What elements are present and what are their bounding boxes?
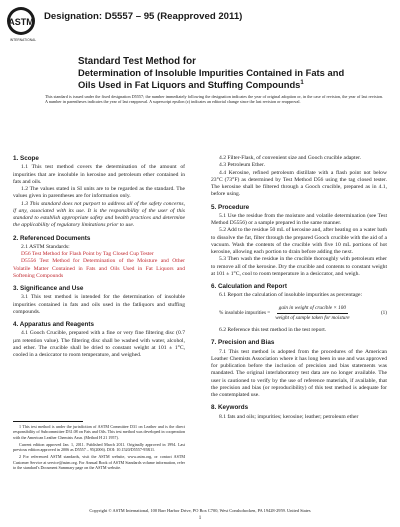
paragraph: 1.2 The values stated in SI units are to be regarded as the standard. The values given in parentheses are for information only. bbox=[13, 186, 185, 200]
paragraph: 4.1 Gooch Crucible, prepared with a fine or very fine filtering disc (0.7 µm retention value). The filtering disc shall be washed with water, alcohol, and ether. The crucible shall be dried to constant weight at 101 ± 1°C, cooled in a desiccator to room temperature, and weighed. bbox=[13, 330, 185, 358]
footnote-divider bbox=[13, 421, 83, 422]
equation-fraction bbox=[273, 305, 351, 323]
standard-title bbox=[78, 56, 378, 91]
section-heading: 8. Keywords bbox=[211, 404, 249, 412]
title-footnote-mark: 1 bbox=[300, 80, 304, 87]
section-heading: 3. Significance and Use bbox=[13, 285, 84, 292]
paragraph: 5.3 Then wash the residue in the crucible thoroughly with petroleum ether to remove all of the kerosine. Dry the crucible and contents to constant weight at 101 ± 1°C, cool to room temperature in a desiccator, and weigh. bbox=[211, 256, 387, 277]
paragraph: 1.1 This test method covers the determination of the amount of impurities that are insoluble in kerosine and petroleum ether contained in fats and oils. bbox=[13, 164, 185, 185]
paragraph: 4.3 Petroleum Ether. bbox=[219, 162, 265, 169]
section-heading: 1. Scope bbox=[13, 155, 39, 162]
equation-denominator: weight of sample taken for moisture bbox=[275, 314, 350, 321]
equation-numerator: gain in weight of crucible × 100 bbox=[277, 305, 348, 314]
footnotes bbox=[13, 424, 185, 472]
paragraph: 4.2 Filter-Flask, of convenient size and Gooch crucible adapter. bbox=[219, 155, 362, 161]
copyright-line: Copyright © ASTM International, 100 Barr Harbor Drive, PO Box C700, West Conshohocken, PA 19428-2959. United States bbox=[89, 508, 311, 513]
equation bbox=[219, 305, 387, 323]
paragraph: 2.1 ASTM Standards: bbox=[21, 243, 70, 250]
astm-logo bbox=[6, 6, 36, 38]
reference-link[interactable]: D5556 Test Method for Determination of the Moisture and Other Volatile Matter Contained in Fats and Oils Used in Fat Liquors and Softening Compounds bbox=[13, 258, 185, 279]
footnote: Current edition approved Jan. 1, 2011. Published March 2011. Originally approved in 1994. Last previous edition approved in 2006 as D5557 – 95(2006). DOI: 10.1520/D5557-95R11. bbox=[13, 441, 185, 453]
paragraph: 7.1 This test method is adopted from the procedures of the American Leather Chemists Association where it has long been in use and was approved for publication before the inclusion of precision and bias statements was mandated. The original interlaboratory test data are no longer available. The user is cautioned to verify by the use of reference materials, if available, that the precision and bias (or reproducibility) of this test method is adequate for the contemplated use. bbox=[211, 348, 387, 398]
equation-number: (1) bbox=[380, 309, 387, 316]
left-column bbox=[13, 155, 185, 359]
paragraph: 6.1 Report the calculation of insoluble impurities as percentage: bbox=[219, 292, 363, 299]
right-column bbox=[211, 155, 387, 421]
section-heading: 5. Procedure bbox=[211, 203, 250, 211]
paragraph: 4.4 Kerosine, refined petroleum distillate with a flash point not below 23°C (73°F) as determined by Test Method D56 using the tag closed tester. The kerosine shall be filtered through a Gooch crucible, prepared as in 4.1, before using. bbox=[211, 169, 387, 198]
section-heading: 7. Precision and Bias bbox=[211, 339, 275, 347]
section-heading: 2. Referenced Documents bbox=[13, 234, 91, 242]
equation-lhs: % insoluble impurities = bbox=[219, 309, 271, 316]
paragraph: 8.1 fats and oils; impurities; kerosine; leather; petroleum ether bbox=[219, 413, 359, 420]
logo-caption: INTERNATIONAL bbox=[9, 38, 37, 42]
page-number: 1 bbox=[198, 516, 202, 521]
designation: Designation: D5557 – 95 (Reapproved 2011) bbox=[44, 11, 243, 22]
title-line-3: Oils Used in Fat Liquors and Stuffing Compounds$^1$ bbox=[78, 79, 304, 91]
paragraph: 1.3 This standard does not purport to address all of the safety concerns, if any, associated with its use. It is the responsibility of the user of this standard to establish appropriate safety and health practices and determine the applicability of regulatory limitations prior to use. bbox=[13, 200, 185, 229]
footnote: 2 For referenced ASTM standards, visit the ASTM website, www.astm.org, or contact ASTM Customer Service at service@astm.org. For Annual Book of ASTM Standards volume information, refer to the standard's Document Summary page on the ASTM website. bbox=[13, 454, 185, 471]
reference-link[interactable]: D56 Test Method for Flash Point by Tag Closed Cup Tester bbox=[21, 251, 154, 257]
issuance-notice: This standard is issued under the fixed designation D5557; the number immediately following the designation indicates the year of original adoption or, in the case of revision, the year of last revision. A number in parentheses indicates the year of last reapproval. A superscript epsilon (ε) indicates an editorial change since the last revision or reapproval. bbox=[45, 94, 383, 105]
section-heading: 4. Apparatus and Reagents bbox=[13, 321, 94, 328]
paragraph: 3.1 This test method is intended for the determination of insoluble impurities contained in fats and oils used in the fatliquors and stuffing compounds. bbox=[13, 294, 185, 315]
paragraph: 5.1 Use the residue from the moisture and volatile determination (see Test Method D5556) or a sample prepared in the same manner. bbox=[211, 212, 387, 226]
title-line-2: Determination of Insoluble Impurities Contained in Fats and bbox=[78, 67, 345, 79]
paragraph: 6.2 Reference this test method in the test report. bbox=[219, 327, 327, 333]
footnote: 1 This test method is under the jurisdiction of ASTM Committee D31 on Leather and is the direct responsibility of Subcommittee D31.08 on Fats and Oils. This test method was developed in cooperation with the American Leather Chemists Assn. (Method H 21 1957). bbox=[13, 424, 185, 440]
svg-text:ASTM: ASTM bbox=[8, 17, 34, 27]
title-line-1: Standard Test Method for bbox=[78, 56, 196, 67]
section-heading: 6. Calculation and Report bbox=[211, 283, 287, 290]
paragraph: 5.2 Add to the residue 50 mL of kerosine and, after heating on a water bath to dissolve the fat, filter through the prepared Gooch crucible with the aid of a vacuum. Wash the contents of the crucible with five 10 mL portions of hot kerosine, allowing each portion to drain before adding the next. bbox=[211, 227, 387, 255]
